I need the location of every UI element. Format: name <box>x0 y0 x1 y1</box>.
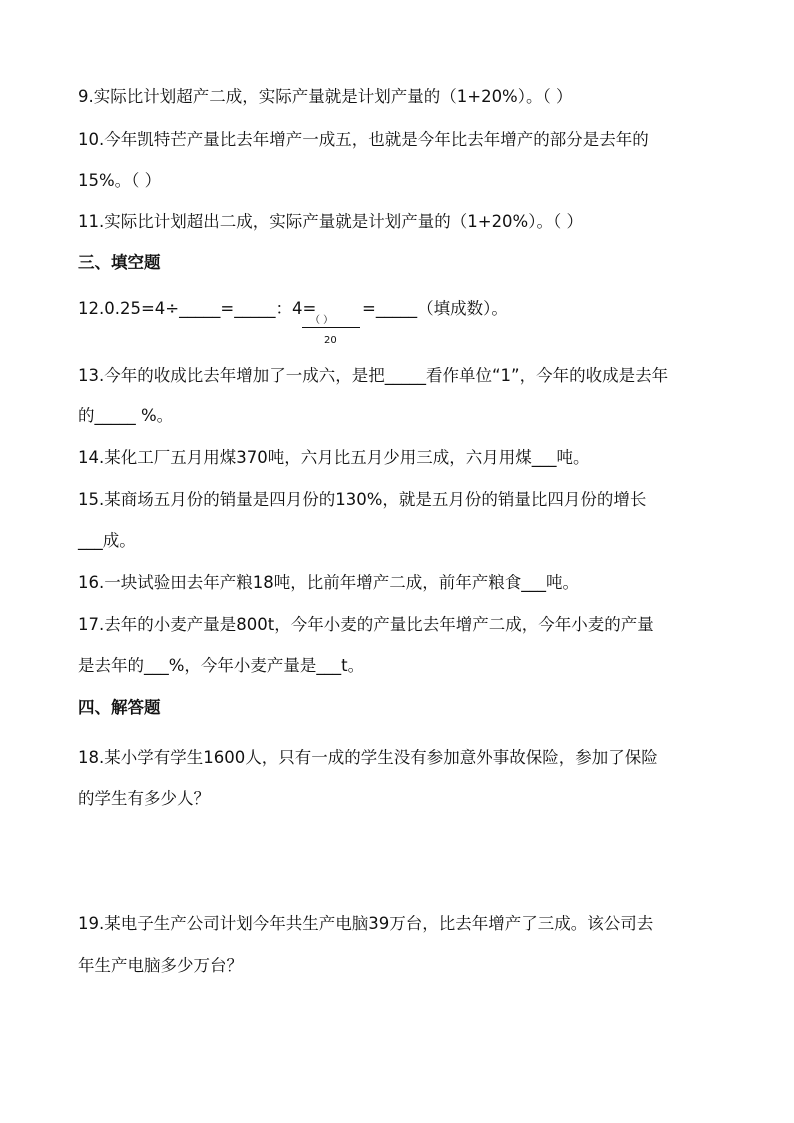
question-12-fraction-bar <box>302 327 360 328</box>
question-17-line-2: 是去年的___%，今年小麦产量是___t。 <box>78 656 365 675</box>
question-18-line-1: 18.某小学有学生1600人，只有一成的学生没有参加意外事故保险，参加了保险 <box>78 748 658 767</box>
question-11: 11.实际比计划超出二成，实际产量就是计划产量的（1+20%）。（ ） <box>78 212 583 231</box>
question-12-part-1: 12.0.25=4÷_____=_____：4= <box>78 299 317 318</box>
question-17-line-1: 17.去年的小麦产量是800t，今年小麦的产量比去年增产二成，今年小麦的产量 <box>78 615 654 634</box>
question-12-part-2: =_____（填成数）。 <box>362 299 508 318</box>
question-10-line-2: 15%。（ ） <box>78 171 162 190</box>
question-15-line-1: 15.某商场五月份的销量是四月份的130%，就是五月份的销量比四月份的增长 <box>78 490 647 509</box>
question-15-line-2: ___成。 <box>78 531 136 550</box>
question-13-line-2: 的_____ %。 <box>78 406 174 425</box>
question-13-line-1: 13.今年的收成比去年增加了一成六，是把_____看作单位“1”，今年的收成是去年 <box>78 366 669 385</box>
question-10-line-1: 10.今年凯特芒产量比去年增产一成五，也就是今年比去年增产的部分是去年的 <box>78 130 649 149</box>
question-12-fraction-numerator: （ ） <box>310 315 334 326</box>
question-18-line-2: 的学生有多少人？ <box>78 789 210 808</box>
question-12-fraction-denominator: 20 <box>324 335 337 346</box>
question-16: 16.一块试验田去年产粮18吨，比前年增产二成，前年产粮食___吨。 <box>78 573 579 592</box>
question-19-line-2: 年生产电脑多少万台？ <box>78 956 243 975</box>
section-3-title: 三、填空题 <box>78 253 161 272</box>
question-14: 14.某化工厂五月用煤370吨，六月比五月少用三成，六月用煤___吨。 <box>78 448 590 467</box>
question-19-line-1: 19.某电子生产公司计划今年共生产电脑39万台，比去年增产了三成。该公司去 <box>78 914 654 933</box>
section-4-title: 四、解答题 <box>78 698 161 717</box>
question-9: 9.实际比计划超产二成，实际产量就是计划产量的（1+20%）。（ ） <box>78 87 573 106</box>
